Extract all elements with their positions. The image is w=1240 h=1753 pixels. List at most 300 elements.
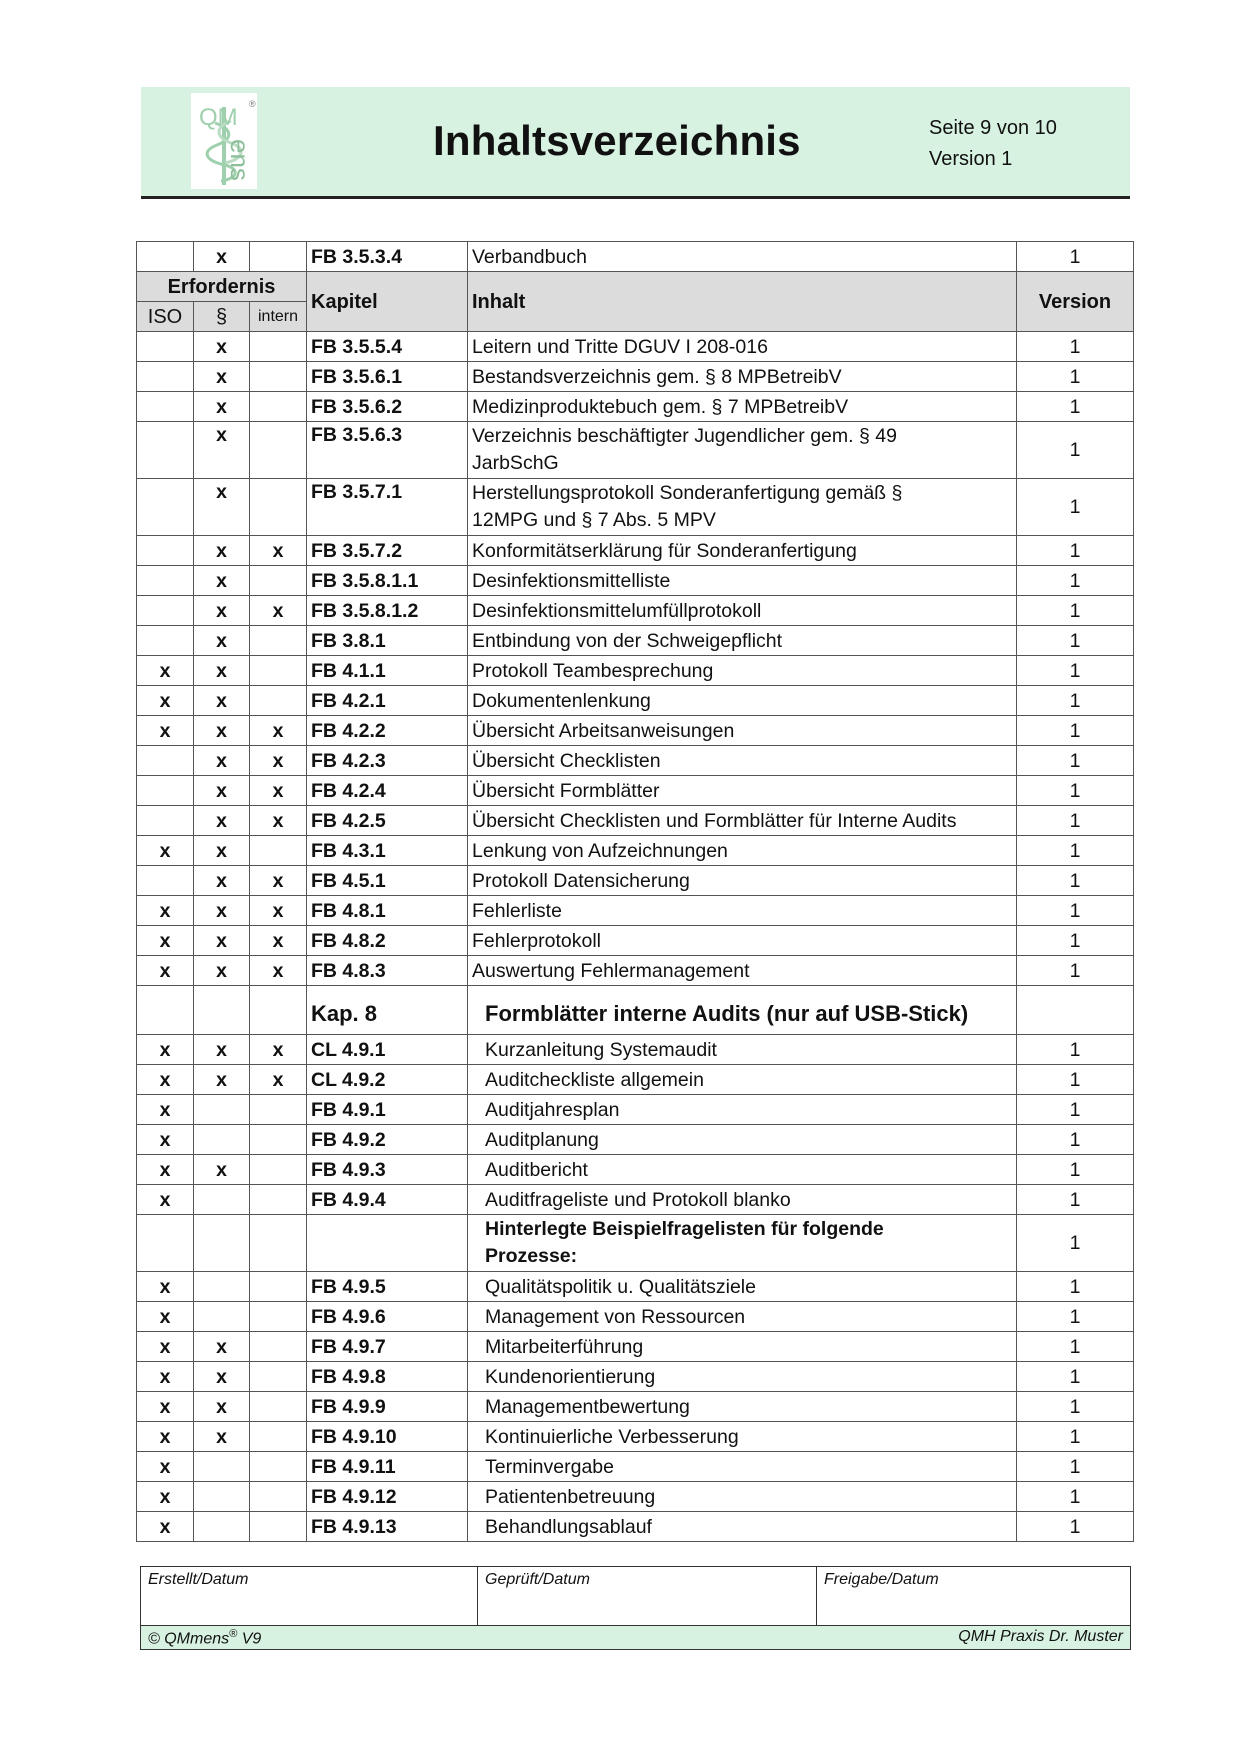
version-number: 1: [1017, 956, 1134, 986]
paragraph-mark: x: [194, 479, 250, 536]
table-row: [137, 596, 1134, 626]
sample-lists-text: [468, 1215, 1017, 1272]
content-title: Dokumentenlenkung: [468, 686, 1017, 716]
paragraph-mark: x: [194, 896, 250, 926]
table-row: [137, 1155, 1134, 1185]
chapter-group: [137, 986, 1134, 1035]
paragraph-mark: x: [194, 686, 250, 716]
cell-intern: [250, 986, 307, 1035]
paragraph-mark: x: [194, 1422, 250, 1452]
intern-mark: [250, 1095, 307, 1125]
table-row: [137, 1095, 1134, 1125]
intern-mark: [250, 392, 307, 422]
content-line-2: 12MPG und § 7 Abs. 5 MPV: [472, 509, 716, 531]
paragraph-mark: [194, 1185, 250, 1215]
version-number: 1: [1017, 896, 1134, 926]
intern-mark: [250, 332, 307, 362]
iso-mark: x: [137, 1422, 194, 1452]
chapter-code: FB 3.5.5.4: [307, 332, 468, 362]
table-row: [137, 1392, 1134, 1422]
content-title: Verbandbuch: [468, 242, 1017, 272]
chapter-title: Formblätter interne Audits (nur auf USB-Stick): [468, 986, 1017, 1035]
version-number: 1: [1017, 1035, 1134, 1065]
content-title: Terminvergabe: [468, 1452, 1017, 1482]
chapter-code: FB 3.8.1: [307, 626, 468, 656]
header-paragraph: §: [194, 302, 250, 332]
paragraph-mark: x: [194, 626, 250, 656]
iso-mark: x: [137, 1452, 194, 1482]
paragraph-mark: [194, 1482, 250, 1512]
document-version: Version 1: [929, 148, 1013, 170]
version-number: 1: [1017, 716, 1134, 746]
chapter-code: FB 4.2.1: [307, 686, 468, 716]
paragraph-mark: x: [194, 392, 250, 422]
content-title: Kurzanleitung Systemaudit: [468, 1035, 1017, 1065]
qmmens-logo: [191, 93, 257, 189]
version-number: 1: [1017, 242, 1134, 272]
paragraph-mark: x: [194, 1155, 250, 1185]
cell-paragraph: [194, 1215, 250, 1272]
iso-mark: x: [137, 1362, 194, 1392]
content-title: Bestandsverzeichnis gem. § 8 MPBetreibV: [468, 362, 1017, 392]
intern-mark: [250, 686, 307, 716]
content-title: Übersicht Arbeitsanweisungen: [468, 716, 1017, 746]
content-title: Qualitätspolitik u. Qualitätsziele: [468, 1272, 1017, 1302]
table-row: [137, 1185, 1134, 1215]
paragraph-mark: x: [194, 1392, 250, 1422]
content-title: Managementbewertung: [468, 1392, 1017, 1422]
version-number: 1: [1017, 392, 1134, 422]
iso-mark: [137, 596, 194, 626]
table-row: [137, 716, 1134, 746]
chapter-code: FB 3.5.6.2: [307, 392, 468, 422]
paragraph-mark: x: [194, 332, 250, 362]
iso-mark: x: [137, 1065, 194, 1095]
intern-mark: [250, 1482, 307, 1512]
version-number: 1: [1017, 1125, 1134, 1155]
content-line-2: JarbSchG: [472, 452, 559, 474]
chapter-code: FB 4.9.1: [307, 1095, 468, 1125]
iso-mark: x: [137, 656, 194, 686]
content-title: Patientenbetreuung: [468, 1482, 1017, 1512]
intern-mark: [250, 422, 307, 479]
header-kapitel: Kapitel: [307, 272, 468, 332]
version-number: 1: [1017, 746, 1134, 776]
intern-mark: [250, 1452, 307, 1482]
intern-mark: x: [250, 896, 307, 926]
iso-mark: [137, 422, 194, 479]
content-title: Behandlungsablauf: [468, 1512, 1017, 1542]
table-row: [137, 746, 1134, 776]
paragraph-mark: x: [194, 656, 250, 686]
table-row: [137, 1302, 1134, 1332]
paragraph-mark: x: [194, 776, 250, 806]
intern-mark: x: [250, 866, 307, 896]
content-title: Desinfektionsmittelliste: [468, 566, 1017, 596]
content-title: Auditcheckliste allgemein: [468, 1065, 1017, 1095]
iso-mark: [137, 362, 194, 392]
intern-mark: x: [250, 806, 307, 836]
content-title: Kontinuierliche Verbesserung: [468, 1422, 1017, 1452]
content-title: Auditbericht: [468, 1155, 1017, 1185]
table-row: [137, 392, 1134, 422]
intern-mark: [250, 1362, 307, 1392]
intern-mark: x: [250, 926, 307, 956]
chapter-code: FB 4.8.1: [307, 896, 468, 926]
table-row: [137, 536, 1134, 566]
table-row: [137, 836, 1134, 866]
chapter-row: [137, 986, 1134, 1035]
table-row: [137, 656, 1134, 686]
cell-code: [307, 1215, 468, 1272]
intern-mark: [250, 566, 307, 596]
chapter-code: FB 3.5.8.1.1: [307, 566, 468, 596]
chapter-code: FB 4.9.10: [307, 1422, 468, 1452]
paragraph-mark: [194, 1095, 250, 1125]
page-footer: [140, 1566, 1131, 1650]
sample-lists-line-2: Prozesse:: [485, 1245, 578, 1267]
version-number: 1: [1017, 1392, 1134, 1422]
intern-mark: [250, 1392, 307, 1422]
version-number: 1: [1017, 566, 1134, 596]
caduceus-icon: [191, 93, 257, 189]
paragraph-mark: [194, 1272, 250, 1302]
chapter-code: FB 3.5.6.3: [307, 422, 468, 479]
intern-mark: [250, 1512, 307, 1542]
cell-iso: [137, 986, 194, 1035]
iso-mark: x: [137, 716, 194, 746]
version-number: 1: [1017, 1065, 1134, 1095]
iso-mark: [137, 242, 194, 272]
chapter-code: FB 4.2.2: [307, 716, 468, 746]
intern-mark: x: [250, 716, 307, 746]
header-erfordernis: Erfordernis: [137, 272, 307, 302]
version-number: 1: [1017, 776, 1134, 806]
content-title: Desinfektionsmittelumfüllprotokoll: [468, 596, 1017, 626]
iso-mark: [137, 776, 194, 806]
iso-mark: x: [137, 956, 194, 986]
content-title: Protokoll Datensicherung: [468, 866, 1017, 896]
table-row: [137, 806, 1134, 836]
intern-mark: [250, 1332, 307, 1362]
created-date-field: Erstellt/Datum: [141, 1567, 478, 1625]
intern-mark: [250, 1302, 307, 1332]
table-row: [137, 362, 1134, 392]
iso-mark: x: [137, 836, 194, 866]
page-title: Inhaltsverzeichnis: [433, 117, 801, 164]
intern-mark: [250, 626, 307, 656]
table-row: [137, 776, 1134, 806]
paragraph-mark: x: [194, 242, 250, 272]
paragraph-mark: x: [194, 1362, 250, 1392]
intern-mark: [250, 1155, 307, 1185]
paragraph-mark: x: [194, 1065, 250, 1095]
version-number: 1: [1017, 1302, 1134, 1332]
rows-group-b: [137, 536, 1134, 986]
first-row-group: [137, 242, 1134, 272]
iso-mark: x: [137, 1185, 194, 1215]
version-number: 1: [1017, 656, 1134, 686]
cell-paragraph: [194, 986, 250, 1035]
chapter-code: Kap. 8: [307, 986, 468, 1035]
registered-mark: ®: [229, 1628, 238, 1640]
table-row: [137, 956, 1134, 986]
version-number: 1: [1017, 596, 1134, 626]
iso-mark: x: [137, 1035, 194, 1065]
header-row-1: [137, 272, 1134, 302]
version-number: 1: [1017, 479, 1134, 536]
chapter-code: FB 4.8.2: [307, 926, 468, 956]
intern-mark: x: [250, 596, 307, 626]
version-number: 1: [1017, 362, 1134, 392]
version-number: 1: [1017, 1362, 1134, 1392]
paragraph-mark: x: [194, 716, 250, 746]
version-number: 1: [1017, 536, 1134, 566]
iso-mark: [137, 806, 194, 836]
intern-mark: [250, 836, 307, 866]
version-number: 1: [1017, 1185, 1134, 1215]
iso-mark: [137, 566, 194, 596]
intern-mark: x: [250, 956, 307, 986]
paragraph-mark: x: [194, 596, 250, 626]
chapter-code: FB 3.5.8.1.2: [307, 596, 468, 626]
intern-mark: [250, 242, 307, 272]
content-title: Entbindung von der Schweigepflicht: [468, 626, 1017, 656]
sample-lists-group: [137, 1215, 1134, 1272]
chapter-code: FB 4.2.5: [307, 806, 468, 836]
contents-table: [136, 241, 1134, 1542]
svg-text:®: ®: [249, 99, 256, 109]
sample-lists-row: [137, 1215, 1134, 1272]
release-date-field: Freigabe/Datum: [824, 1571, 939, 1588]
content-title: Auditfrageliste und Protokoll blanko: [468, 1185, 1017, 1215]
intern-mark: x: [250, 536, 307, 566]
iso-mark: x: [137, 1302, 194, 1332]
version-number: 1: [1017, 1452, 1134, 1482]
paragraph-mark: x: [194, 536, 250, 566]
content-title: Protokoll Teambesprechung: [468, 656, 1017, 686]
content-title: [468, 422, 1017, 479]
iso-mark: x: [137, 1125, 194, 1155]
chapter-code: FB 4.9.12: [307, 1482, 468, 1512]
intern-mark: x: [250, 746, 307, 776]
chapter-code: CL 4.9.2: [307, 1065, 468, 1095]
paragraph-mark: x: [194, 956, 250, 986]
chapter-code: FB 4.9.5: [307, 1272, 468, 1302]
table-header: [137, 272, 1134, 332]
iso-mark: x: [137, 896, 194, 926]
paragraph-mark: x: [194, 1035, 250, 1065]
content-title: Mitarbeiterführung: [468, 1332, 1017, 1362]
chapter-code: FB 4.2.3: [307, 746, 468, 776]
iso-mark: x: [137, 1095, 194, 1125]
paragraph-mark: x: [194, 362, 250, 392]
chapter-code: FB 4.9.4: [307, 1185, 468, 1215]
footer-bar: [141, 1625, 1130, 1649]
chapter-code: FB 4.2.4: [307, 776, 468, 806]
chapter-code: FB 4.9.3: [307, 1155, 468, 1185]
paragraph-mark: [194, 1452, 250, 1482]
paragraph-mark: x: [194, 926, 250, 956]
paragraph-mark: [194, 1125, 250, 1155]
paragraph-mark: x: [194, 866, 250, 896]
table-row: [137, 1035, 1134, 1065]
svg-text:QM: QM: [199, 104, 238, 131]
version-number: 1: [1017, 1482, 1134, 1512]
iso-mark: x: [137, 1155, 194, 1185]
paragraph-mark: x: [194, 422, 250, 479]
chapter-code: FB 4.9.13: [307, 1512, 468, 1542]
version-number: 1: [1017, 422, 1134, 479]
header-iso: ISO: [137, 302, 194, 332]
version-number: 1: [1017, 1422, 1134, 1452]
chapter-code: FB 3.5.7.2: [307, 536, 468, 566]
version-number: 1: [1017, 1272, 1134, 1302]
intern-mark: x: [250, 1065, 307, 1095]
paragraph-mark: [194, 1512, 250, 1542]
version-number: 1: [1017, 1332, 1134, 1362]
intern-mark: [250, 1272, 307, 1302]
iso-mark: x: [137, 1392, 194, 1422]
table-row: [137, 626, 1134, 656]
rows-group-a: [137, 332, 1134, 422]
table-row: [137, 242, 1134, 272]
paragraph-mark: x: [194, 806, 250, 836]
version-number: 1: [1017, 686, 1134, 716]
chapter-code: CL 4.9.1: [307, 1035, 468, 1065]
paragraph-mark: x: [194, 1332, 250, 1362]
table-row: [137, 332, 1134, 362]
table-row: [137, 566, 1134, 596]
copyright-version: V9: [237, 1630, 262, 1648]
version-number: 1: [1017, 836, 1134, 866]
version-number: 1: [1017, 866, 1134, 896]
version-number: 1: [1017, 1155, 1134, 1185]
iso-mark: x: [137, 1512, 194, 1542]
table-row: [137, 479, 1134, 536]
intern-mark: [250, 1422, 307, 1452]
content-title: Auditplanung: [468, 1125, 1017, 1155]
content-title: Auditjahresplan: [468, 1095, 1017, 1125]
table-row: [137, 1272, 1134, 1302]
iso-mark: [137, 866, 194, 896]
version-number: 1: [1017, 1512, 1134, 1542]
chapter-code: FB 4.9.11: [307, 1452, 468, 1482]
paragraph-mark: x: [194, 836, 250, 866]
header-inhalt: Inhalt: [468, 272, 1017, 332]
version-number: 1: [1017, 806, 1134, 836]
content-title: Kundenorientierung: [468, 1362, 1017, 1392]
content-title: Lenkung von Aufzeichnungen: [468, 836, 1017, 866]
page-number: Seite 9 von 10: [929, 117, 1057, 139]
header-version: Version: [1017, 272, 1134, 332]
page-info: [929, 113, 1057, 175]
paragraph-mark: x: [194, 746, 250, 776]
content-title: [468, 479, 1017, 536]
version-number: 1: [1017, 332, 1134, 362]
content-title: Übersicht Checklisten und Formblätter für Interne Audits: [468, 806, 1017, 836]
content-title: Übersicht Formblätter: [468, 776, 1017, 806]
content-line-1: Herstellungsprotokoll Sonderanfertigung gemäß §: [472, 482, 903, 504]
sample-lists-version: 1: [1017, 1215, 1134, 1272]
chapter-code: FB 4.9.6: [307, 1302, 468, 1332]
chapter-code: FB 3.5.7.1: [307, 479, 468, 536]
iso-mark: [137, 536, 194, 566]
practice-name: QMH Praxis Dr. Muster: [958, 1628, 1123, 1645]
iso-mark: [137, 479, 194, 536]
intern-mark: x: [250, 776, 307, 806]
iso-mark: x: [137, 1272, 194, 1302]
version-number: 1: [1017, 926, 1134, 956]
content-line-1: Verzeichnis beschäftigter Jugendlicher gem. § 49: [472, 425, 897, 447]
content-title: Übersicht Checklisten: [468, 746, 1017, 776]
svg-text:ens: ens: [225, 139, 255, 181]
chapter-code: FB 4.9.7: [307, 1332, 468, 1362]
table-row: [137, 422, 1134, 479]
iso-mark: x: [137, 1332, 194, 1362]
chapter-code: FB 4.9.9: [307, 1392, 468, 1422]
table-row: [137, 1332, 1134, 1362]
content-title: Auswertung Fehlermanagement: [468, 956, 1017, 986]
paragraph-mark: x: [194, 566, 250, 596]
intern-mark: [250, 656, 307, 686]
content-title: Konformitätserklärung für Sonderanfertigung: [468, 536, 1017, 566]
table-row: [137, 686, 1134, 716]
iso-mark: x: [137, 686, 194, 716]
chapter-code: FB 3.5.6.1: [307, 362, 468, 392]
intern-mark: [250, 479, 307, 536]
rows-group-d: [137, 1272, 1134, 1542]
rows-group-c: [137, 1035, 1134, 1215]
table-row: [137, 1452, 1134, 1482]
table-row: [137, 926, 1134, 956]
iso-mark: [137, 392, 194, 422]
intern-mark: [250, 362, 307, 392]
intern-mark: [250, 1185, 307, 1215]
paragraph-mark: [194, 1302, 250, 1332]
table-row: [137, 1482, 1134, 1512]
table-row: [137, 896, 1134, 926]
table-row: [137, 1065, 1134, 1095]
intern-mark: x: [250, 1035, 307, 1065]
iso-mark: [137, 626, 194, 656]
checked-date-field: Geprüft/Datum: [478, 1567, 817, 1625]
iso-mark: [137, 746, 194, 776]
cell-intern: [250, 1215, 307, 1272]
content-title: Medizinproduktebuch gem. § 7 MPBetreibV: [468, 392, 1017, 422]
content-title: Fehlerprotokoll: [468, 926, 1017, 956]
version-number: 1: [1017, 1095, 1134, 1125]
copyright-text: © QMmens: [148, 1630, 230, 1648]
iso-mark: x: [137, 926, 194, 956]
rows-group-tall: [137, 422, 1134, 536]
intern-mark: [250, 1125, 307, 1155]
content-title: Leitern und Tritte DGUV I 208-016: [468, 332, 1017, 362]
chapter-code: FB 4.1.1: [307, 656, 468, 686]
table-row: [137, 1422, 1134, 1452]
table-row: [137, 866, 1134, 896]
header-intern: intern: [250, 302, 307, 332]
version-number: 1: [1017, 626, 1134, 656]
chapter-code: FB 4.9.2: [307, 1125, 468, 1155]
chapter-code: FB 4.5.1: [307, 866, 468, 896]
cell-iso: [137, 1215, 194, 1272]
copyright: [148, 1628, 261, 1648]
content-title: Fehlerliste: [468, 896, 1017, 926]
chapter-code: FB 4.3.1: [307, 836, 468, 866]
table-row: [137, 1362, 1134, 1392]
content-title: Management von Ressourcen: [468, 1302, 1017, 1332]
